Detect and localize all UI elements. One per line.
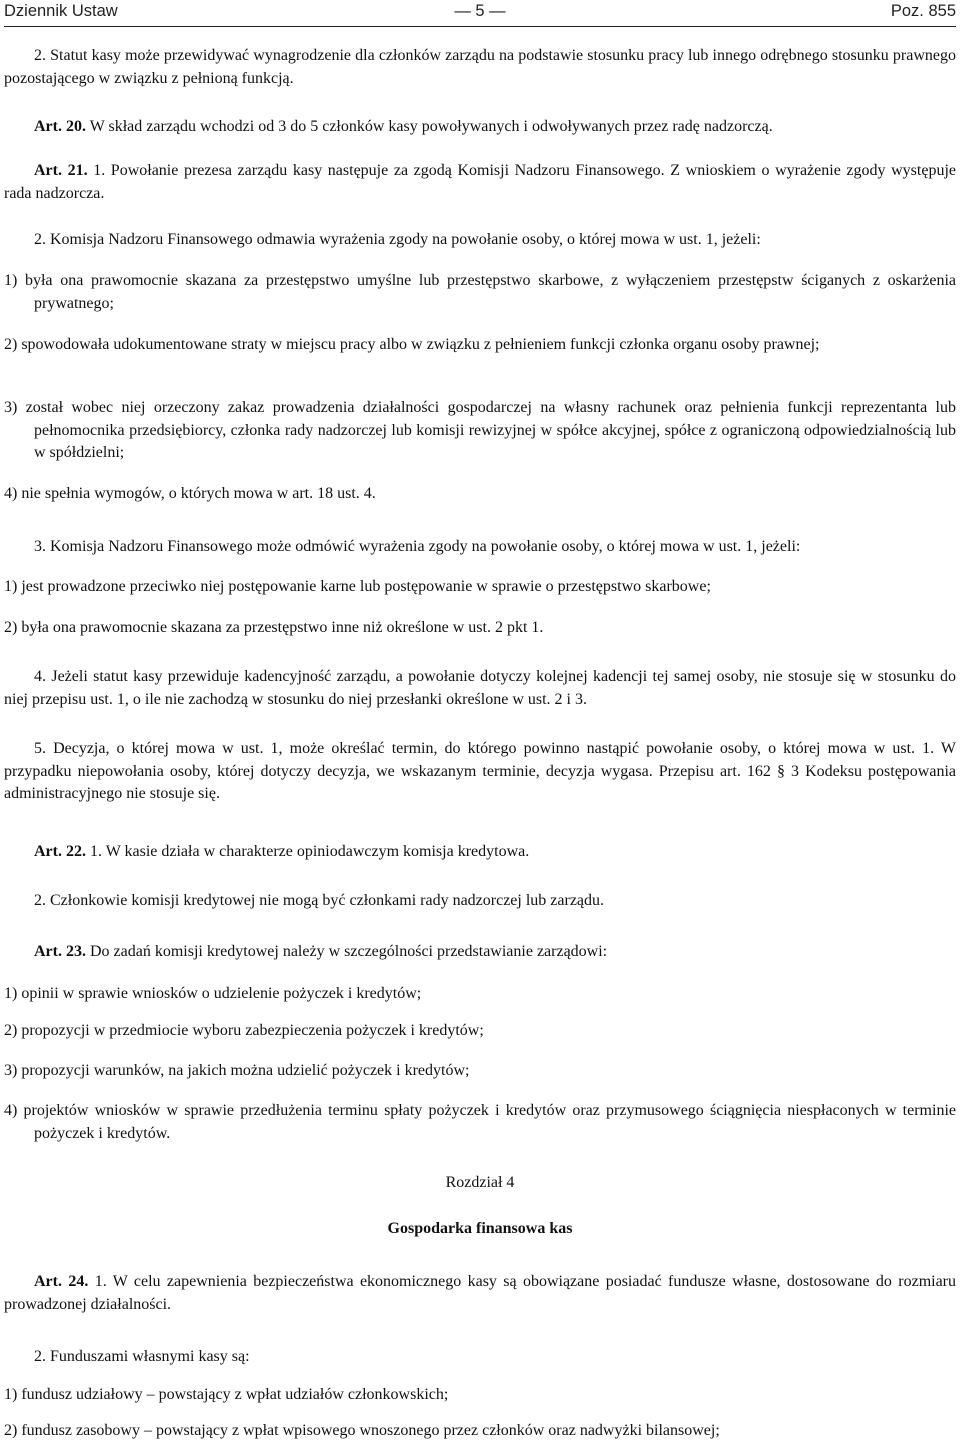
list-item: 4) projektów wniosków w sprawie przedłużenia terminu spłaty pożyczek i kredytów oraz przymusowego ściągnięcia niespłaconych w terminie pożyczek i kredytów. [4,1102,956,1142]
article-number: Art. 20. [34,118,86,135]
article-number: Art. 23. [34,943,86,960]
page-number: — 5 — [454,2,506,20]
art21-para5: 5. Decyzja, o której mowa w ust. 1, może określać termin, do którego powinno nastąpić powołanie osoby, o której mowa w ust. 1. W przypadku niepowołania osoby, której dotyczy decyzja, we wskazanym terminie, decyzja wygasa. Przepisu art. 162 § 3 Kodeksu postępowania administracyjnego nie stosuje się. [4,740,956,802]
art21-para4: 4. Jeżeli statut kasy przewiduje kadencyjność zarządu, a powołanie dotyczy kolejnej kadencji tej samej osoby, nie stosuje się w stosunku do niej przepisu ust. 1, o ile nie zachodzą w stosunku do niej przesłanki określone w ust. 2 i 3. [4,668,956,708]
list-item: 1) jest prowadzone przeciwko niej postępowanie karne lub postępowanie w sprawie o przestępstwo skarbowe; [4,578,711,595]
art22-para1: Art. 22. 1. W kasie działa w charakterze opiniodawczym komisja kredytowa. [34,843,530,860]
art22-para2: 2. Członkowie komisji kredytowej nie mogą być członkami rady nadzorczej lub zarządu. [34,892,605,909]
list-item: 4) nie spełnia wymogów, o których mowa w art. 18 ust. 4. [4,485,376,502]
list-item: 2) propozycji w przedmiocie wyboru zabezpieczenia pożyczek i kredytów; [4,1022,484,1039]
art19-para2: 2. Statut kasy może przewidywać wynagrodzenie dla członków zarządu na podstawie stosunku pracy lub innego odrębnego stosunku prawnego pozostającego w związku z pełnioną funkcją. [4,47,956,87]
article-number: Art. 22. [34,843,86,860]
art23: Art. 23. Do zadań komisji kredytowej należy w szczególności przedstawianie zarządowi: [34,943,608,960]
list-item: 3) propozycji warunków, na jakich można udzielić pożyczek i kredytów; [4,1062,470,1079]
art21-para2: 2. Komisja Nadzoru Finansowego odmawia wyrażenia zgody na powołanie osoby, o której mowa w ust. 1, jeżeli: [34,231,761,248]
list-item: 2) spowodowała udokumentowane straty w miejscu pracy albo w związku z pełnieniem funkcji członka organu osoby prawnej; [4,336,820,353]
list-item: 2) fundusz zasobowy – powstający z wpłat wpisowego wnoszonego przez członków oraz nadwyżki bilansowej; [4,1422,720,1439]
list-item: 3) został wobec niej orzeczony zakaz prowadzenia działalności gospodarczej na własny rachunek oraz pełnienia funkcji reprezentanta lub pełnomocnika przedsiębiorcy, członka rady nadzorczej lub komisji rewizyjnej w spółce akcyjnej, spółce z ograniczoną odpowiedzialnością lub w spółdzielni; [4,399,956,461]
journal-title: Dziennik Ustaw [4,2,118,20]
chapter-number: Rozdział 4 [445,1174,515,1191]
chapter-title: Gospodarka finansowa kas [387,1220,573,1237]
list-item: 1) była ona prawomocnie skazana za przestępstwo umyślne lub przestępstwo skarbowe, z wyłączeniem przestępstw ściganych z oskarżenia prywatnego; [4,272,956,312]
list-item: 2) była ona prawomocnie skazana za przestępstwo inne niż określone w ust. 2 pkt 1. [4,619,544,636]
art21-para1: Art. 21. 1. Powołanie prezesa zarządu kasy następuje za zgodą Komisji Nadzoru Finansowego. Z wnioskiem o wyrażenie zgody występuje rada nadzorcza. [4,162,957,202]
art20: Art. 20. W skład zarządu wchodzi od 3 do 5 członków kasy powoływanych i odwoływanych przez radę nadzorczą. [34,118,773,135]
list-item: 1) fundusz udziałowy – powstający z wpłat udziałów członkowskich; [4,1386,449,1403]
article-number: Art. 21. [34,162,88,179]
article-number: Art. 24. [34,1273,89,1290]
page-header [4,0,956,27]
art24-para2: 2. Funduszami własnymi kasy są: [34,1348,250,1365]
position-number: Poz. 855 [890,2,956,20]
list-item: 1) opinii w sprawie wniosków o udzielenie pożyczek i kredytów; [4,985,422,1002]
art24-para1: Art. 24. 1. W celu zapewnienia bezpieczeństwa ekonomicznego kasy są obowiązane posiadać fundusze własne, dostosowane do rozmiaru prowadzonej działalności. [4,1273,957,1313]
art21-para3: 3. Komisja Nadzoru Finansowego może odmówić wyrażenia zgody na powołanie osoby, o której mowa w ust. 1, jeżeli: [34,538,801,555]
